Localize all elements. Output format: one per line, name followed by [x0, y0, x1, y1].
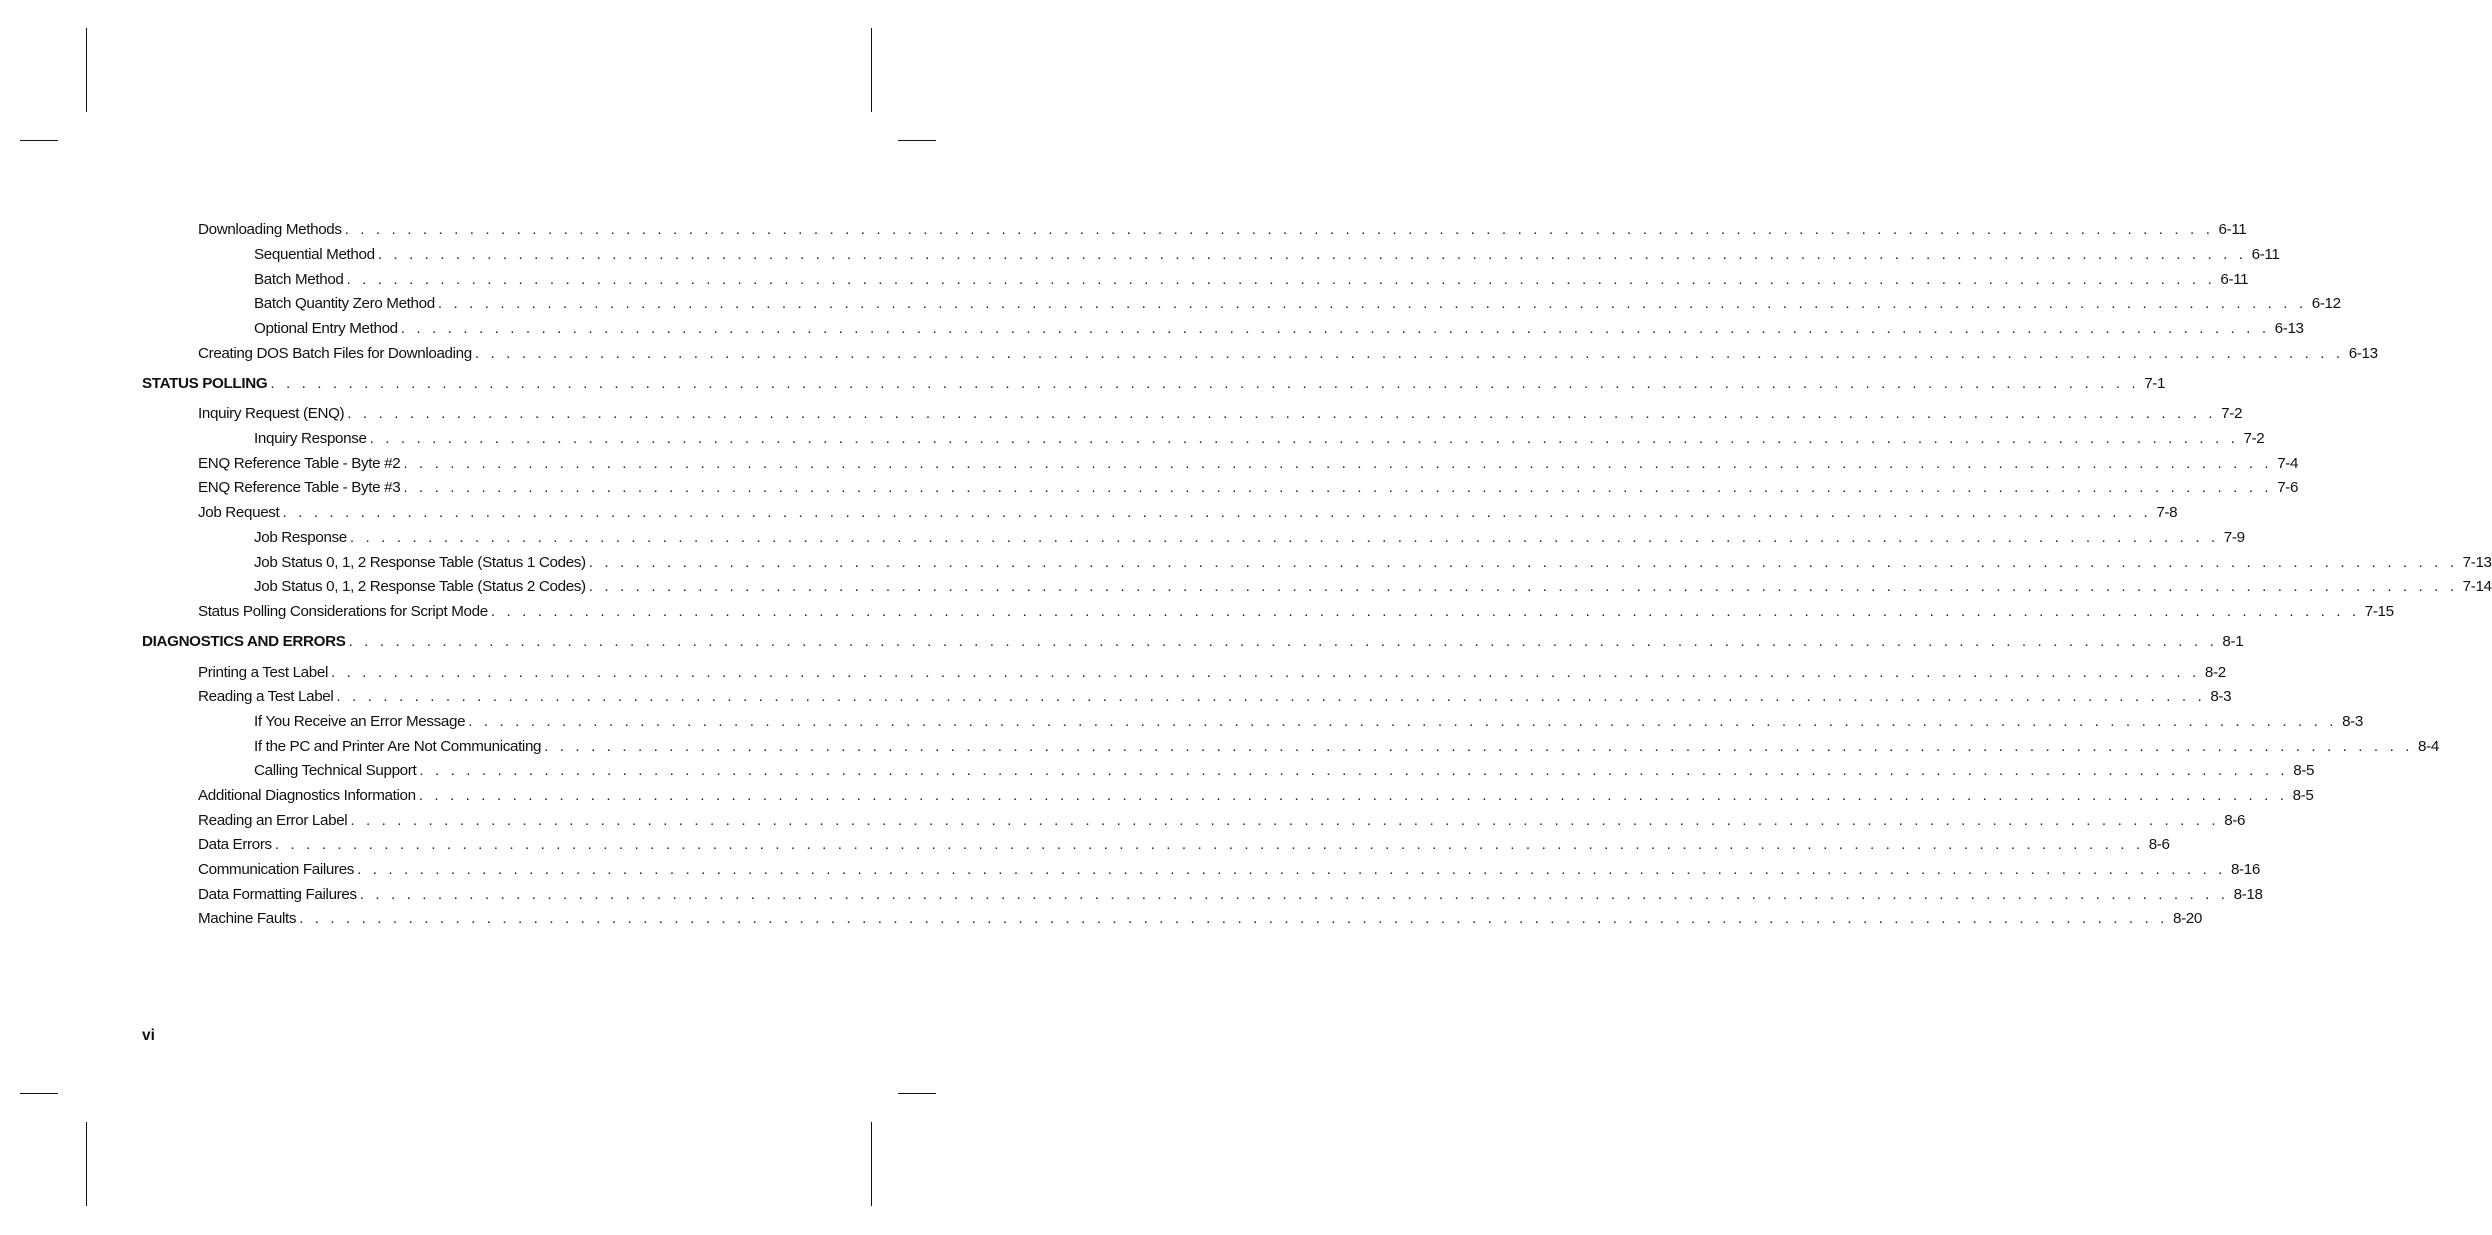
toc-entry[interactable] — [0, 270, 2249, 290]
toc-entry-page: 7-2 — [2243, 430, 2265, 447]
dot-leader: . . . . . . . . . . . . . . . . . . . . . . . . . . . . . . . . . . . . . . . . . . . . . . . . . . . . . . . . . . . . . . . . . . . . . . . . . . . . . . . . . . . . . . . . . . . . . . . . . . . . . . . . . . . . . . . . . . . . . . . . — [403, 455, 2273, 472]
toc-entry-page: 8-18 — [2233, 886, 2263, 903]
toc-entry-title: STATUS POLLING — [142, 375, 268, 392]
dot-leader: . . . . . . . . . . . . . . . . . . . . . . . . . . . . . . . . . . . . . . . . . . . . . . . . . . . . . . . . . . . . . . . . . . . . . . . . . . . . . . . . . . . . . . . . . . . . . . . . . . . . . . . . . . . . . . . . . . . . . . . . — [350, 812, 2220, 829]
dot-leader: . . . . . . . . . . . . . . . . . . . . . . . . . . . . . . . . . . . . . . . . . . . . . . . . . . . . . . . . . . . . . . . . . . . . . . . . . . . . . . . . . . . . . . . . . . . . . . . . . . . . . . . . . . . . . . . . . . . . . . . . — [336, 688, 2206, 705]
toc-entry[interactable] — [0, 344, 2378, 364]
dot-leader: . . . . . . . . . . . . . . . . . . . . . . . . . . . . . . . . . . . . . . . . . . . . . . . . . . . . . . . . . . . . . . . . . . . . . . . . . . . . . . . . . . . . . . . . . . . . . . . . . . . . . . . . . . . . . . . . . . . . . . . . — [369, 430, 2239, 447]
toc-entry-title: Data Formatting Failures — [198, 886, 357, 903]
toc-entry-title: Reading a Test Label — [198, 688, 334, 705]
toc-entry-page: 8-6 — [2148, 836, 2170, 853]
toc-entry-title: Sequential Method — [254, 246, 375, 263]
toc-entry-page: 8-6 — [2224, 812, 2246, 829]
toc-entry-title: Job Request — [198, 504, 280, 521]
toc-entry[interactable] — [0, 577, 2492, 597]
dot-leader: . . . . . . . . . . . . . . . . . . . . . . . . . . . . . . . . . . . . . . . . . . . . . . . . . . . . . . . . . . . . . . . . . . . . . . . . . . . . . . . . . . . . . . . . . . . . . . . . . . . . . . . . . . . . . . . . . . . . . . . . — [270, 375, 2140, 392]
toc-entry[interactable] — [0, 835, 2170, 855]
toc-entry-title: Job Response — [254, 529, 347, 546]
dot-leader: . . . . . . . . . . . . . . . . . . . . . . . . . . . . . . . . . . . . . . . . . . . . . . . . . . . . . . . . . . . . . . . . . . . . . . . . . . . . . . . . . . . . . . . . . . . . . . . . . . . . . . . . . . . . . . . . . . . . . . . . — [349, 529, 2219, 546]
dot-leader: . . . . . . . . . . . . . . . . . . . . . . . . . . . . . . . . . . . . . . . . . . . . . . . . . . . . . . . . . . . . . . . . . . . . . . . . . . . . . . . . . . . . . . . . . . . . . . . . . . . . . . . . . . . . . . . . . . . . . . . . — [588, 554, 2458, 571]
toc-entry-page: 7-13 — [2462, 554, 2492, 571]
toc-entry[interactable] — [0, 454, 2299, 474]
toc-entry[interactable] — [0, 687, 2232, 707]
dot-leader: . . . . . . . . . . . . . . . . . . . . . . . . . . . . . . . . . . . . . . . . . . . . . . . . . . . . . . . . . . . . . . . . . . . . . . . . . . . . . . . . . . . . . . . . . . . . . . . . . . . . . . . . . . . . . . . . . . . . . . . . — [377, 246, 2247, 263]
toc-entry[interactable] — [0, 245, 2280, 265]
toc-entry[interactable] — [0, 860, 2260, 880]
dot-leader: . . . . . . . . . . . . . . . . . . . . . . . . . . . . . . . . . . . . . . . . . . . . . . . . . . . . . . . . . . . . . . . . . . . . . . . . . . . . . . . . . . . . . . . . . . . . . . . . . . . . . . . . . . . . . . . . . . . . . . . . — [346, 271, 2216, 288]
toc-entry-title: Optional Entry Method — [254, 320, 398, 337]
toc-entry-page: 6-13 — [2274, 320, 2304, 337]
toc-entry[interactable] — [0, 319, 2304, 339]
toc-entry-title: ENQ Reference Table - Byte #2 — [198, 455, 401, 472]
toc-entry[interactable] — [0, 761, 2315, 781]
toc-entry-title: Communication Failures — [198, 861, 355, 878]
toc-entry-title: DIAGNOSTICS AND ERRORS — [142, 633, 346, 650]
toc-entry[interactable] — [0, 712, 2363, 732]
dot-leader: . . . . . . . . . . . . . . . . . . . . . . . . . . . . . . . . . . . . . . . . . . . . . . . . . . . . . . . . . . . . . . . . . . . . . . . . . . . . . . . . . . . . . . . . . . . . . . . . . . . . . . . . . . . . . . . . . . . . . . . . — [299, 910, 2168, 927]
dot-leader: . . . . . . . . . . . . . . . . . . . . . . . . . . . . . . . . . . . . . . . . . . . . . . . . . . . . . . . . . . . . . . . . . . . . . . . . . . . . . . . . . . . . . . . . . . . . . . . . . . . . . . . . . . . . . . . . . . . . . . . . — [359, 886, 2229, 903]
dot-leader: . . . . . . . . . . . . . . . . . . . . . . . . . . . . . . . . . . . . . . . . . . . . . . . . . . . . . . . . . . . . . . . . . . . . . . . . . . . . . . . . . . . . . . . . . . . . . . . . . . . . . . . . . . . . . . . . . . . . . . . . — [468, 713, 2338, 730]
dot-leader: . . . . . . . . . . . . . . . . . . . . . . . . . . . . . . . . . . . . . . . . . . . . . . . . . . . . . . . . . . . . . . . . . . . . . . . . . . . . . . . . . . . . . . . . . . . . . . . . . . . . . . . . . . . . . . . . . . . . . . . . — [544, 738, 2414, 755]
toc-entry-page: 7-9 — [2223, 529, 2245, 546]
toc-entry[interactable] — [0, 602, 2394, 622]
dot-leader: . . . . . . . . . . . . . . . . . . . . . . . . . . . . . . . . . . . . . . . . . . . . . . . . . . . . . . . . . . . . . . . . . . . . . . . . . . . . . . . . . . . . . . . . . . . . . . . . . . . . . . . . . . . . . . . . . . . . . . . . — [400, 320, 2270, 337]
toc-entry-title: If the PC and Printer Are Not Communicating — [254, 738, 542, 755]
toc-entry-page: 8-5 — [2292, 787, 2314, 804]
dot-leader: . . . . . . . . . . . . . . . . . . . . . . . . . . . . . . . . . . . . . . . . . . . . . . . . . . . . . . . . . . . . . . . . . . . . . . . . . . . . . . . . . . . . . . . . . . . . . . . . . . . . . . . . . . . . . . . . . . . . . . . . — [357, 861, 2226, 878]
dot-leader: . . . . . . . . . . . . . . . . . . . . . . . . . . . . . . . . . . . . . . . . . . . . . . . . . . . . . . . . . . . . . . . . . . . . . . . . . . . . . . . . . . . . . . . . . . . . . . . . . . . . . . . . . . . . . . . . . . . . . . . . — [419, 762, 2289, 779]
toc-entry-page: 8-20 — [2172, 910, 2202, 927]
toc-entry-page: 7-14 — [2462, 578, 2492, 595]
toc-entry-page: 8-1 — [2222, 633, 2244, 650]
toc-entry-title: Printing a Test Label — [198, 664, 328, 681]
toc-chapter-entry[interactable] — [0, 632, 2244, 652]
dot-leader: . . . . . . . . . . . . . . . . . . . . . . . . . . . . . . . . . . . . . . . . . . . . . . . . . . . . . . . . . . . . . . . . . . . . . . . . . . . . . . . . . . . . . . . . . . . . . . . . . . . . . . . . . . . . . . . . . . . . . . . . — [347, 405, 2217, 422]
toc-entry-title: Inquiry Response — [254, 430, 367, 447]
toc-entry[interactable] — [0, 429, 2265, 449]
toc-entry-page: 8-4 — [2418, 738, 2439, 755]
toc-entry[interactable] — [0, 786, 2314, 806]
toc-entry-page: 6-11 — [2220, 271, 2249, 288]
dot-leader: . . . . . . . . . . . . . . . . . . . . . . . . . . . . . . . . . . . . . . . . . . . . . . . . . . . . . . . . . . . . . . . . . . . . . . . . . . . . . . . . . . . . . . . . . . . . . . . . . . . . . . . . . . . . . . . . . . . . . . . . — [490, 603, 2360, 620]
toc-entry-title: Job Status 0, 1, 2 Response Table (Status 1 Codes) — [254, 554, 586, 571]
toc-entry-page: 8-16 — [2230, 861, 2260, 878]
toc-entry[interactable] — [0, 503, 2178, 523]
toc-entry-title: Additional Diagnostics Information — [198, 787, 416, 804]
dot-leader: . . . . . . . . . . . . . . . . . . . . . . . . . . . . . . . . . . . . . . . . . . . . . . . . . . . . . . . . . . . . . . . . . . . . . . . . . . . . . . . . . . . . . . . . . . . . . . . . . . . . . . . . . . . . . . . . . . . . . . . . — [274, 836, 2144, 853]
toc-entry-title: Inquiry Request (ENQ) — [198, 405, 345, 422]
toc-entry[interactable] — [0, 885, 2263, 905]
toc-entry-page: 8-3 — [2342, 713, 2363, 730]
toc-entry-page: 7-2 — [2221, 405, 2243, 422]
dot-leader: . . . . . . . . . . . . . . . . . . . . . . . . . . . . . . . . . . . . . . . . . . . . . . . . . . . . . . . . . . . . . . . . . . . . . . . . . . . . . . . . . . . . . . . . . . . . . . . . . . . . . . . . . . . . . . . . . . . . . . . . — [344, 221, 2214, 238]
toc-entry-title: Reading an Error Label — [198, 812, 348, 829]
toc-entry-title: Job Status 0, 1, 2 Response Table (Status 2 Codes) — [254, 578, 586, 595]
dot-leader: . . . . . . . . . . . . . . . . . . . . . . . . . . . . . . . . . . . . . . . . . . . . . . . . . . . . . . . . . . . . . . . . . . . . . . . . . . . . . . . . . . . . . . . . . . . . . . . . . . . . . . . . . . . . . . . . . . . . . . . . — [282, 504, 2152, 521]
toc-entry-title: Creating DOS Batch Files for Downloading — [198, 345, 472, 362]
dot-leader: . . . . . . . . . . . . . . . . . . . . . . . . . . . . . . . . . . . . . . . . . . . . . . . . . . . . . . . . . . . . . . . . . . . . . . . . . . . . . . . . . . . . . . . . . . . . . . . . . . . . . . . . . . . . . . . . . . . . . . . . — [588, 578, 2458, 595]
toc-entry-page: 6-12 — [2311, 295, 2341, 312]
dot-leader: . . . . . . . . . . . . . . . . . . . . . . . . . . . . . . . . . . . . . . . . . . . . . . . . . . . . . . . . . . . . . . . . . . . . . . . . . . . . . . . . . . . . . . . . . . . . . . . . . . . . . . . . . . . . . . . . . . . . . . . . — [331, 664, 2200, 681]
toc-entry[interactable] — [0, 528, 2245, 548]
toc-entry[interactable] — [0, 553, 2492, 573]
toc-entry-title: Machine Faults — [198, 910, 297, 927]
dot-leader: . . . . . . . . . . . . . . . . . . . . . . . . . . . . . . . . . . . . . . . . . . . . . . . . . . . . . . . . . . . . . . . . . . . . . . . . . . . . . . . . . . . . . . . . . . . . . . . . . . . . . . . . . . . . . . . . . . . . . . . . — [418, 787, 2288, 804]
toc-entry[interactable] — [0, 811, 2246, 831]
toc-entry-title: If You Receive an Error Message — [254, 713, 466, 730]
toc-entry-page: 8-3 — [2210, 688, 2232, 705]
toc-entry[interactable] — [0, 909, 2202, 929]
dot-leader: . . . . . . . . . . . . . . . . . . . . . . . . . . . . . . . . . . . . . . . . . . . . . . . . . . . . . . . . . . . . . . . . . . . . . . . . . . . . . . . . . . . . . . . . . . . . . . . . . . . . . . . . . . . . . . . . . . . . . . . . — [474, 345, 2344, 362]
toc-entry-title: Batch Method — [254, 271, 344, 288]
dot-leader: . . . . . . . . . . . . . . . . . . . . . . . . . . . . . . . . . . . . . . . . . . . . . . . . . . . . . . . . . . . . . . . . . . . . . . . . . . . . . . . . . . . . . . . . . . . . . . . . . . . . . . . . . . . . . . . . . . . . . . . . — [437, 295, 2307, 312]
toc-entry-page: 6-11 — [2251, 246, 2280, 263]
toc-entry-title: Status Polling Considerations for Script Mode — [198, 603, 488, 620]
toc-entry-page: 6-11 — [2218, 221, 2247, 238]
toc-entry-page: 7-15 — [2364, 603, 2394, 620]
dot-leader: . . . . . . . . . . . . . . . . . . . . . . . . . . . . . . . . . . . . . . . . . . . . . . . . . . . . . . . . . . . . . . . . . . . . . . . . . . . . . . . . . . . . . . . . . . . . . . . . . . . . . . . . . . . . . . . . . . . . . . . . — [403, 479, 2273, 496]
toc-entry[interactable] — [0, 478, 2299, 498]
toc-entry-page: 6-13 — [2348, 345, 2378, 362]
dot-leader: . . . . . . . . . . . . . . . . . . . . . . . . . . . . . . . . . . . . . . . . . . . . . . . . . . . . . . . . . . . . . . . . . . . . . . . . . . . . . . . . . . . . . . . . . . . . . . . . . . . . . . . . . . . . . . . . . . . . . . . . — [348, 633, 2218, 650]
toc-entry[interactable] — [0, 737, 2439, 757]
toc-chapter-entry[interactable] — [0, 374, 2166, 394]
toc-entry[interactable] — [0, 220, 2247, 240]
page-folio: vi — [142, 1027, 155, 1044]
toc-entry[interactable] — [0, 663, 2226, 683]
toc-entry-page: 7-1 — [2144, 375, 2166, 392]
toc-entry-page: 7-8 — [2156, 504, 2178, 521]
toc-entry-page: 7-6 — [2277, 479, 2299, 496]
toc-entry-page: 7-4 — [2277, 455, 2299, 472]
toc-entry-title: Calling Technical Support — [254, 762, 417, 779]
toc-entry[interactable] — [0, 404, 2243, 424]
toc-entry-page: 8-5 — [2293, 762, 2315, 779]
toc-entry-title: ENQ Reference Table - Byte #3 — [198, 479, 401, 496]
toc-entry-title: Batch Quantity Zero Method — [254, 295, 435, 312]
toc-entry-title: Data Errors — [198, 836, 272, 853]
toc-entry-page: 8-2 — [2204, 664, 2226, 681]
toc-entry[interactable] — [0, 294, 2341, 314]
toc-entry-title: Downloading Methods — [198, 221, 342, 238]
